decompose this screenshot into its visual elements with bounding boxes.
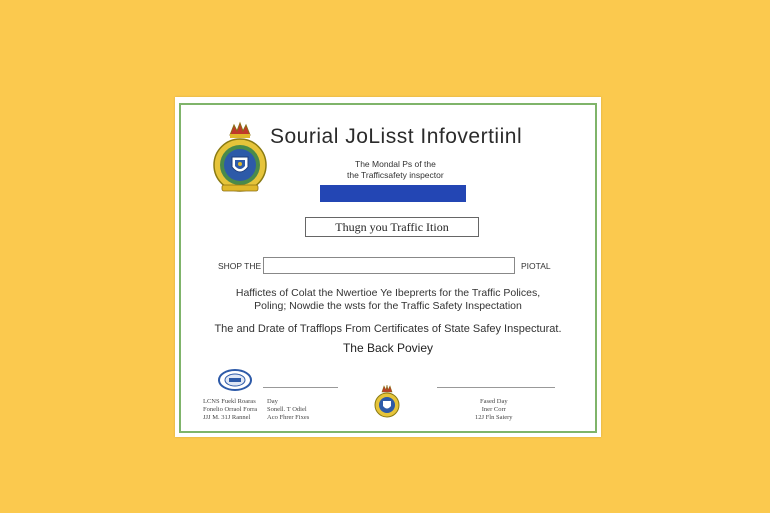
footer-left-col2 [267,398,309,422]
footer-left-col2-line3: Aco Fhrer Fixes [267,414,310,421]
footer-left-col2-line2: Sonell. T Odiel [267,406,307,413]
field-left-label: SHOP THE [218,261,262,271]
footer-right-col-line1: Fased Day [479,398,508,405]
footer-left-col1-line1: LCNS Fuekl Roaras [203,398,256,405]
statement: The and Drate of Trafflops From Certificates of State Safey Inspecturat. [214,323,562,335]
footer-right-col-line3: 12J Fln Saiery [475,414,513,421]
field-right-label: PIOTAL [521,261,551,271]
signature-line-left [263,387,338,388]
crest-icon [208,119,272,195]
signature-line-right [437,387,555,388]
paragraph-line-1: Haffictes of Colat the Nwertioe Ye Ibeprerts for the Traffic Polices, [235,287,541,299]
blank-field [263,257,515,274]
footer-left-col1-line3: JJJ M. 31J Rannel [203,414,251,421]
blue-bar [320,185,466,202]
footer-left-col1 [203,398,257,422]
certificate-sheet [175,97,601,437]
paragraph-line-2: Poling; Nowdie the wsts for the Traffic Safety Inspectation [254,300,522,312]
subtitle-line-1: The Mondal Ps of the [355,159,436,169]
crest-icon-small [373,384,401,420]
recipient-name-box: Thugn you Traffic Ition [305,217,479,237]
footer-right-col [475,398,513,422]
footer-right-col-line2: Iner Corr [481,406,506,413]
certificate-title: Sourial JoLisst Infovertiinl [270,125,523,148]
footer-left-col1-line2: Fonelio Orraol Forra [203,406,258,413]
seal-icon [218,369,252,391]
footer-left-col2-line1: Day [267,398,278,405]
subtitle-line-2: the Trafficsafety inspector [347,170,444,180]
back-line: The Back Poviey [342,341,434,355]
